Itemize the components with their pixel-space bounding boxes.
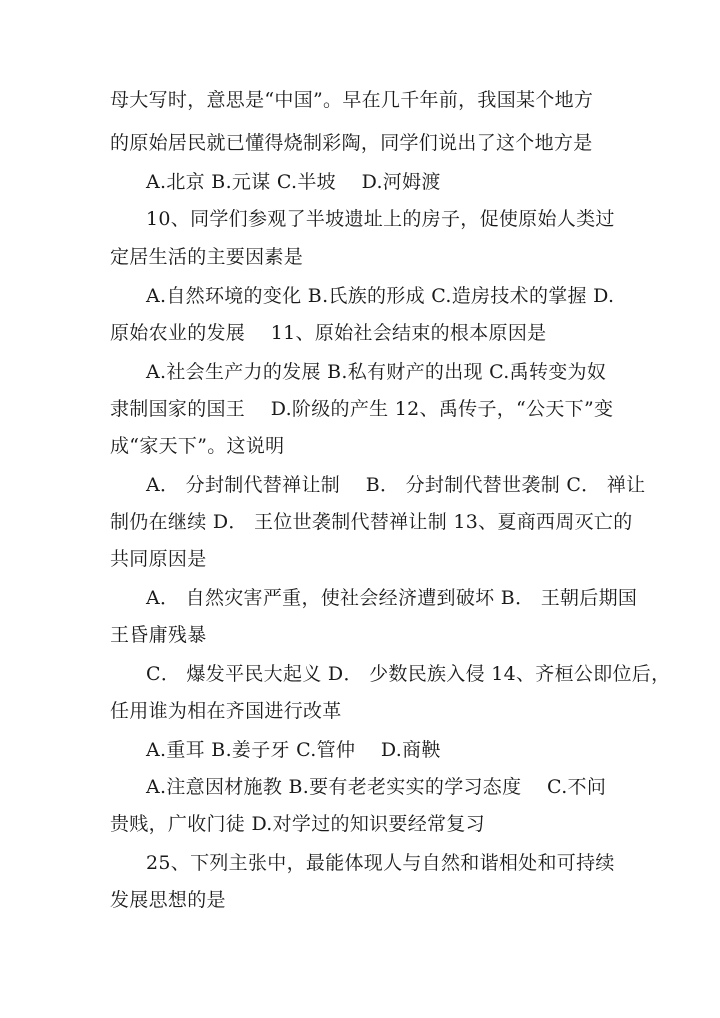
text-line: 隶制国家的国王 D.阶级的产生 12、禹传子，“公天下”变 xyxy=(110,398,614,420)
text-line: 成“家天下”。这说明 xyxy=(110,435,285,457)
text-line: 25、下列主张中，最能体现人与自然和谐相处和可持续 xyxy=(146,852,615,874)
text-line: 贵贱，广收门徒 D.对学过的知识要经常复习 xyxy=(110,813,485,835)
text-line: C． 爆发平民大起义 D． 少数民族入侵 14、齐桓公即位后， xyxy=(146,663,671,685)
text-line: A.重耳 B.姜子牙 C.管仲 D.商鞅 xyxy=(146,739,441,761)
text-line: A.社会生产力的发展 B.私有财产的出现 C.禹转变为奴 xyxy=(146,361,607,383)
text-line: 10、同学们参观了半坡遗址上的房子，促使原始人类过 xyxy=(146,208,615,230)
text-line: A． 自然灾害严重，使社会经济遭到破坏 B． 王朝后期国 xyxy=(146,587,638,609)
text-line: A.北京 B.元谋 C.半坡 D.河姆渡 xyxy=(146,171,441,193)
text-line: 王昏庸残暴 xyxy=(110,624,207,646)
text-line: 共同原因是 xyxy=(110,548,207,570)
text-line: A.自然环境的变化 B.氏族的形成 C.造房技术的掌握 D. xyxy=(146,285,615,307)
text-line: 母大写时，意思是“中国”。早在几千年前，我国某个地方 xyxy=(110,89,594,111)
text-line: A． 分封制代替禅让制 B． 分封制代替世袭制 C． 禅让 xyxy=(146,474,646,496)
text-line: 发展思想的是 xyxy=(110,889,226,911)
text-line: A.注意因材施教 B.要有老老实实的学习态度 C.不问 xyxy=(146,776,607,798)
text-line: 原始农业的发展 11、原始社会结束的根本原因是 xyxy=(110,322,547,344)
text-line: 任用谁为相在齐国进行改革 xyxy=(110,700,342,722)
text-line: 的原始居民就已懂得烧制彩陶，同学们说出了这个地方是 xyxy=(110,132,593,154)
text-line: 制仍在继续 D． 王位世袭制代替禅让制 13、夏商西周灭亡的 xyxy=(110,511,633,533)
text-line: 定居生活的主要因素是 xyxy=(110,246,304,268)
